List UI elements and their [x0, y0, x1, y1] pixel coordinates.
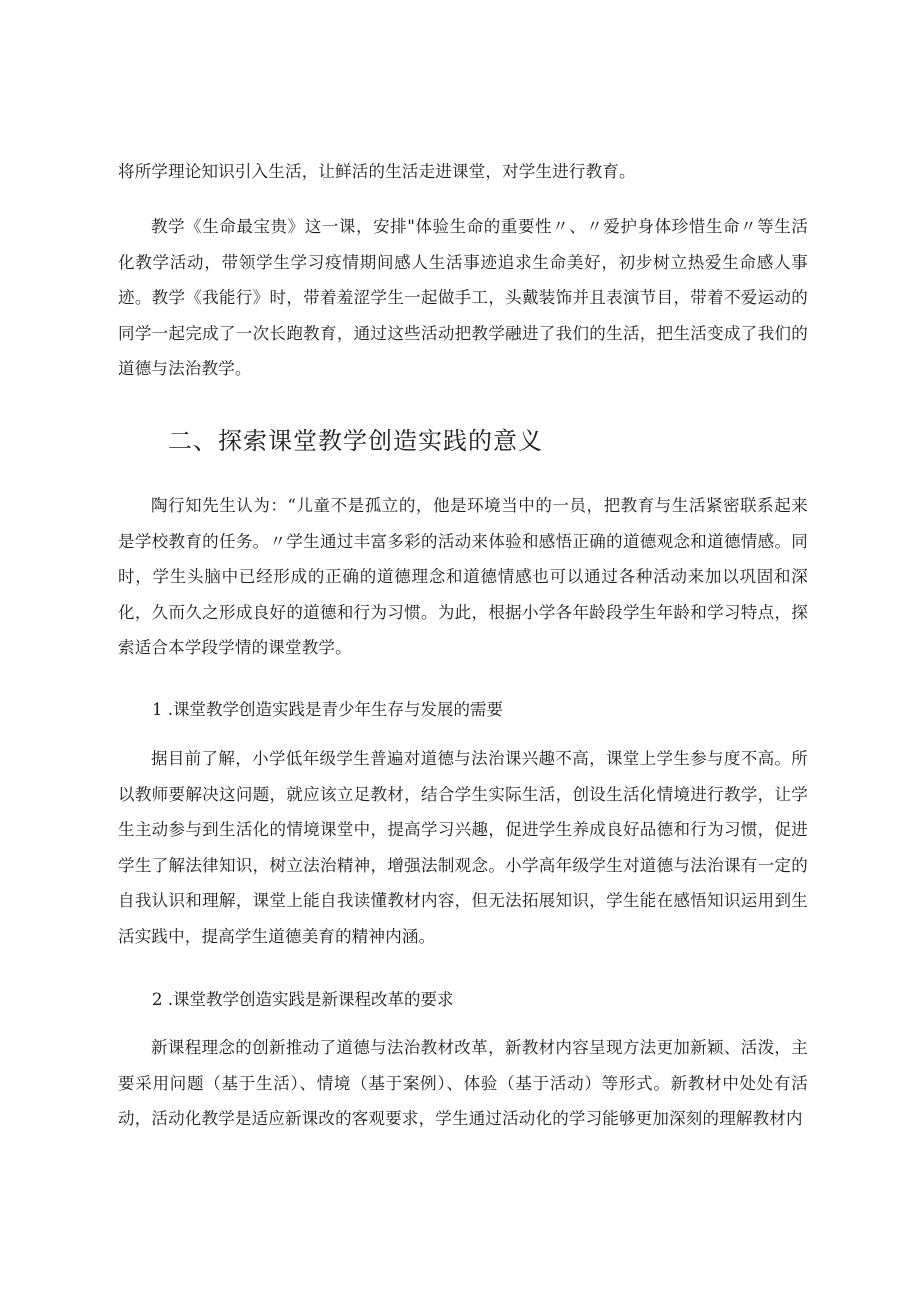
- subheading-2: 2 .课堂教学创造实践是新课程改革的要求: [152, 990, 454, 1009]
- paragraph-continuation: 将所学理论知识引入生活，让鲜活的生活走进课堂，对学生进行教育。: [118, 162, 636, 181]
- paragraph-block-1: [118, 154, 808, 190]
- paragraph-block-2: [118, 209, 808, 387]
- section-heading: 二、探索课堂教学创造实践的意义: [168, 427, 543, 455]
- paragraph-block-4: [118, 741, 808, 954]
- paragraph-curriculum-reform: 新课程理念的创新推动了道德与法治教材改革，新教材内容呈现方法更加新颖、活泼，主要采用问题（基于生活）、情境（基于案例）、体验（基于活动）等形式。新教材中处处有活动，活动化教学是适应新课改的客观要求，学生通过活动化的学习能够更加深刻的理解教材内: [118, 1038, 808, 1128]
- paragraph-student-needs: 据目前了解，小学低年级学生普遍对道德与法治课兴趣不高，课堂上学生参与度不高。所以教师要解决这问题，就应该立足教材，结合学生实际生活，创设生活化情境进行教学，让学生主动参与到生活化的情境课堂中，提高学习兴趣，促进学生养成良好品德和行为习惯，促进学生了解法律知识，树立法治精神，增强法制观念。小学高年级学生对道德与法治课有一定的自我认识和理解，课堂上能自我读懂教材内容，但无法拓展知识，学生能在感悟知识运用到生活实践中，提高学生道德美育的精神内涵。: [118, 749, 808, 946]
- paragraph-tao-xingzhi: 陶行知先生认为：“儿童不是孤立的，他是环境当中的一员，把教育与生活紧密联系起来是学校教育的任务。〃学生通过丰富多彩的活动来体验和感悟正确的道德观念和道德情感。同时，学生头脑中已经形成的正确的道德理念和道德情感也可以通过各种活动来加以巩固和深化，久而久之形成良好的道德和行为习惯。为此，根据小学各年龄段学生年龄和学习特点，探索适合本学段学情的课堂教学。: [118, 496, 808, 657]
- paragraph-block-3: [118, 488, 808, 666]
- subheading-1: 1 .课堂教学创造实践是青少年生存与发展的需要: [152, 700, 503, 719]
- paragraph-life-lessons: 教学《生命最宝贵》这一课，安排"体验生命的重要性〃、〃爱护身体珍惜生命〃等生活化教学活动，带领学生学习疫情期间感人生活事迹追求生命美好，初步树立热爱生命感人事迹。教学《我能行》时，带着羞涩学生一起做手工，头戴装饰并且表演节目，带着不爱运动的同学一起完成了一次长跑教育，通过这些活动把教学融进了我们的生活，把生活变成了我们的道德与法治教学。: [118, 217, 808, 378]
- paragraph-block-5: [118, 1030, 808, 1137]
